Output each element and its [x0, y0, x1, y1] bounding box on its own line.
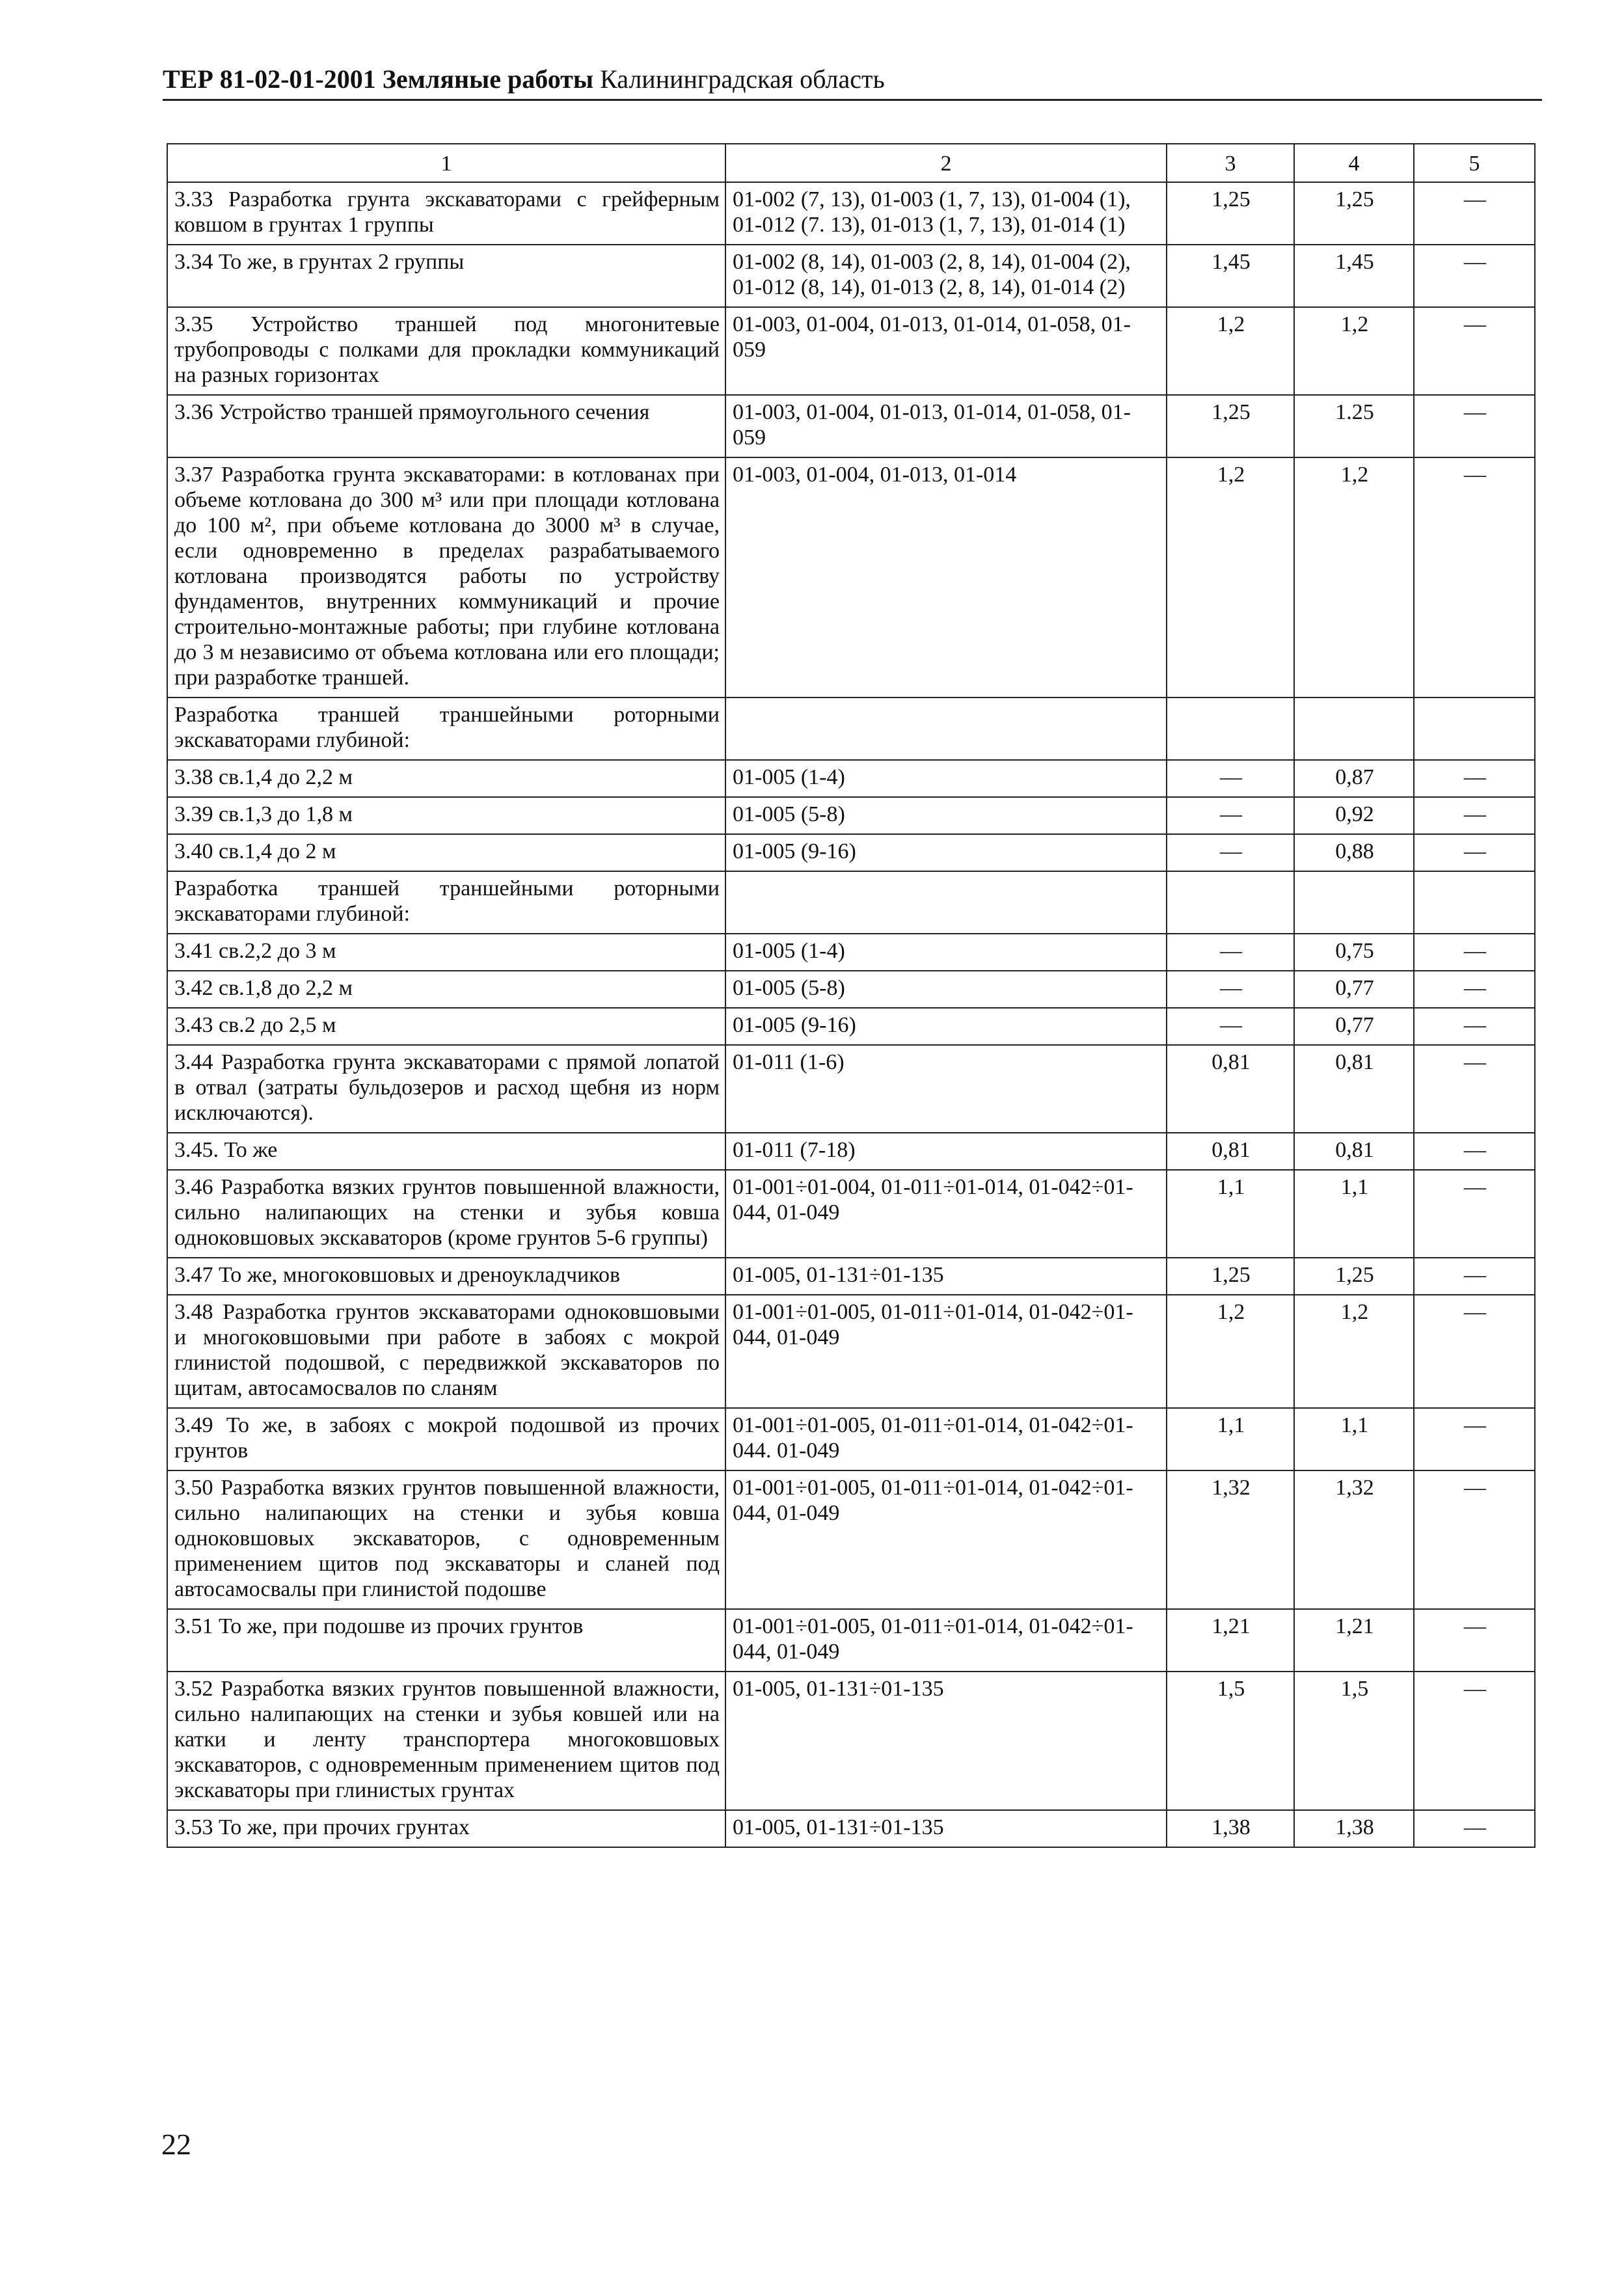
row-table-references: 01-001÷01-004, 01-011÷01-014, 01-042÷01-044, 01-049 [725, 1170, 1167, 1258]
row-coefficient-col5: — [1414, 307, 1535, 395]
table-row [167, 1258, 1535, 1295]
row-coefficient-col3 [1167, 698, 1294, 760]
row-coefficient-col4: 1,25 [1294, 1258, 1414, 1295]
row-coefficient-col3: 1,25 [1167, 182, 1294, 245]
row-description: 3.52 Разработка вязких грунтов повышенной влажности, сильно налипающих на стенки и зубья ковшей или на катки и ленту транспортера многоковшовых экскаваторов, с одновременным применением щитов под экскаваторы при глинистых грунтах [167, 1672, 725, 1810]
row-table-references: 01-005, 01-131÷01-135 [725, 1258, 1167, 1295]
row-coefficient-col3: 1,2 [1167, 457, 1294, 698]
table-row [167, 871, 1535, 934]
row-coefficient-col4 [1294, 871, 1414, 934]
row-coefficient-col3: 0,81 [1167, 1045, 1294, 1133]
row-table-references: 01-001÷01-005, 01-011÷01-014, 01-042÷01-044, 01-049 [725, 1295, 1167, 1408]
row-coefficient-col3: — [1167, 760, 1294, 797]
row-description: 3.53 То же, при прочих грунтах [167, 1810, 725, 1847]
row-coefficient-col3: 1,5 [1167, 1672, 1294, 1810]
row-description: 3.50 Разработка вязких грунтов повышенной влажности, сильно налипающих на стенки и зубья ковша одноковшовых экскаваторов, с одновременным применением щитов под экскаваторы и сланей под автосамосвалы при глинистой подошве [167, 1470, 725, 1609]
row-coefficient-col5: — [1414, 1008, 1535, 1045]
document-section: Земляные работы [382, 64, 594, 94]
table-row [167, 457, 1535, 698]
row-description: Разработка траншей траншейными роторными экскаваторами глубиной: [167, 871, 725, 934]
column-number: 4 [1294, 144, 1414, 182]
row-description: 3.38 св.1,4 до 2,2 м [167, 760, 725, 797]
row-table-references: 01-001÷01-005, 01-011÷01-014, 01-042÷01-044, 01-049 [725, 1470, 1167, 1609]
row-table-references: 01-011 (1-6) [725, 1045, 1167, 1133]
table-row [167, 1470, 1535, 1609]
table-row [167, 1170, 1535, 1258]
coefficients-table [167, 143, 1536, 1848]
row-table-references: 01-002 (7, 13), 01-003 (1, 7, 13), 01-004 (1), 01-012 (7. 13), 01-013 (1, 7, 13), 01-014 (1) [725, 182, 1167, 245]
header-rule [163, 99, 1542, 101]
row-description: 3.41 св.2,2 до 3 м [167, 934, 725, 971]
row-table-references: 01-005 (1-4) [725, 760, 1167, 797]
row-coefficient-col3: — [1167, 934, 1294, 971]
row-description: 3.49 То же, в забоях с мокрой подошвой из прочих грунтов [167, 1408, 725, 1470]
row-coefficient-col4: 1,5 [1294, 1672, 1414, 1810]
row-coefficient-col5: — [1414, 182, 1535, 245]
row-coefficient-col5: — [1414, 1045, 1535, 1133]
column-number: 3 [1167, 144, 1294, 182]
document-region: Калининградская область [600, 64, 885, 94]
table-row [167, 1133, 1535, 1170]
row-coefficient-col5: — [1414, 934, 1535, 971]
row-table-references: 01-001÷01-005, 01-011÷01-014, 01-042÷01-044. 01-049 [725, 1408, 1167, 1470]
row-table-references: 01-003, 01-004, 01-013, 01-014, 01-058, 01-059 [725, 395, 1167, 457]
row-coefficient-col4: 1,38 [1294, 1810, 1414, 1847]
row-coefficient-col5: — [1414, 1470, 1535, 1609]
row-coefficient-col3: 1,1 [1167, 1408, 1294, 1470]
row-table-references: 01-005, 01-131÷01-135 [725, 1672, 1167, 1810]
table-row [167, 934, 1535, 971]
table-row [167, 245, 1535, 307]
column-number: 5 [1414, 144, 1535, 182]
row-coefficient-col4: 0,77 [1294, 971, 1414, 1008]
row-coefficient-col5: — [1414, 1133, 1535, 1170]
row-coefficient-col3: 1,21 [1167, 1609, 1294, 1672]
row-coefficient-col4: 1,1 [1294, 1170, 1414, 1258]
document-code: ТЕР 81-02-01-2001 [163, 64, 376, 94]
row-table-references: 01-001÷01-005, 01-011÷01-014, 01-042÷01-044, 01-049 [725, 1609, 1167, 1672]
row-coefficient-col5: — [1414, 1170, 1535, 1258]
row-table-references: 01-005 (5-8) [725, 971, 1167, 1008]
row-table-references: 01-005 (9-16) [725, 1008, 1167, 1045]
table-row [167, 1045, 1535, 1133]
table-row [167, 395, 1535, 457]
row-coefficient-col4: 1,45 [1294, 245, 1414, 307]
row-description: 3.47 То же, многоковшовых и дреноукладчиков [167, 1258, 725, 1295]
row-coefficient-col3: 0,81 [1167, 1133, 1294, 1170]
row-coefficient-col4: 0,81 [1294, 1133, 1414, 1170]
row-description: 3.43 св.2 до 2,5 м [167, 1008, 725, 1045]
row-coefficient-col4: 1,25 [1294, 182, 1414, 245]
row-coefficient-col3: — [1167, 834, 1294, 871]
row-table-references: 01-002 (8, 14), 01-003 (2, 8, 14), 01-004 (2), 01-012 (8, 14), 01-013 (2, 8, 14), 01-014 (2) [725, 245, 1167, 307]
row-table-references: 01-003, 01-004, 01-013, 01-014 [725, 457, 1167, 698]
row-coefficient-col5: — [1414, 1258, 1535, 1295]
column-number-row [167, 144, 1535, 182]
row-coefficient-col4: 1,2 [1294, 1295, 1414, 1408]
table-row [167, 971, 1535, 1008]
row-coefficient-col3: 1,2 [1167, 1295, 1294, 1408]
row-coefficient-col3: 1,25 [1167, 1258, 1294, 1295]
table-row [167, 797, 1535, 834]
row-coefficient-col3: 1,2 [1167, 307, 1294, 395]
row-description: 3.39 св.1,3 до 1,8 м [167, 797, 725, 834]
row-coefficient-col3: 1,1 [1167, 1170, 1294, 1258]
row-coefficient-col4: 1,2 [1294, 307, 1414, 395]
row-coefficient-col5: — [1414, 395, 1535, 457]
row-coefficient-col5: — [1414, 1408, 1535, 1470]
row-coefficient-col4 [1294, 698, 1414, 760]
row-coefficient-col4: 0,81 [1294, 1045, 1414, 1133]
row-table-references: 01-005 (9-16) [725, 834, 1167, 871]
row-coefficient-col5: — [1414, 1609, 1535, 1672]
row-coefficient-col3: 1,38 [1167, 1810, 1294, 1847]
row-description: 3.40 св.1,4 до 2 м [167, 834, 725, 871]
row-table-references: 01-005, 01-131÷01-135 [725, 1810, 1167, 1847]
row-coefficient-col5: — [1414, 1295, 1535, 1408]
table-row [167, 834, 1535, 871]
row-coefficient-col3: — [1167, 797, 1294, 834]
row-coefficient-col3: 1,45 [1167, 245, 1294, 307]
row-description: 3.48 Разработка грунтов экскаваторами одноковшовыми и многоковшовыми при работе в забоях с мокрой глинистой подошвой, с передвижкой экскаваторов по щитам, автосамосвалов по сланям [167, 1295, 725, 1408]
table-row [167, 698, 1535, 760]
table-row [167, 1008, 1535, 1045]
row-description: 3.34 То же, в грунтах 2 группы [167, 245, 725, 307]
row-coefficient-col5: — [1414, 971, 1535, 1008]
row-description: 3.35 Устройство траншей под многонитевые трубопроводы с полками для прокладки коммуникаций на разных горизонтах [167, 307, 725, 395]
table-row [167, 182, 1535, 245]
row-coefficient-col5: — [1414, 834, 1535, 871]
row-table-references: 01-005 (5-8) [725, 797, 1167, 834]
row-coefficient-col4: 1,2 [1294, 457, 1414, 698]
row-coefficient-col5: — [1414, 245, 1535, 307]
table-row [167, 1810, 1535, 1847]
row-coefficient-col5: — [1414, 760, 1535, 797]
row-description: 3.51 То же, при подошве из прочих грунтов [167, 1609, 725, 1672]
row-description: 3.46 Разработка вязких грунтов повышенной влажности, сильно налипающих на стенки и зубья ковша одноковшовых экскаваторов (кроме грунтов 5-6 группы) [167, 1170, 725, 1258]
row-coefficient-col4: 1,32 [1294, 1470, 1414, 1609]
table-row [167, 1408, 1535, 1470]
row-description: 3.33 Разработка грунта экскаваторами с грейферным ковшом в грунтах 1 группы [167, 182, 725, 245]
table-row [167, 760, 1535, 797]
row-coefficient-col4: 0,77 [1294, 1008, 1414, 1045]
row-coefficient-col3 [1167, 871, 1294, 934]
column-number: 2 [725, 144, 1167, 182]
row-coefficient-col5 [1414, 698, 1535, 760]
row-coefficient-col5 [1414, 871, 1535, 934]
row-coefficient-col4: 0,87 [1294, 760, 1414, 797]
page-header [163, 62, 1542, 96]
row-coefficient-col3: 1,32 [1167, 1470, 1294, 1609]
row-coefficient-col3: — [1167, 1008, 1294, 1045]
page-number: 22 [161, 2128, 191, 2161]
row-description: 3.37 Разработка грунта экскаваторами: в котлованах при объеме котлована до 300 м³ или при площади котлована до 100 м², при объеме котлована до 3000 м³ в случае, если одновременно в пределах разрабатываемого котлована производятся работы по устройству фундаментов, внутренних коммуникаций и прочие строительно-монтажные работы; при глубине котлована до 3 м независимо от объема котлована или его площади; при разработке траншей. [167, 457, 725, 698]
row-description: 3.44 Разработка грунта экскаваторами с прямой лопатой в отвал (затраты бульдозеров и расход щебня из норм исключаются). [167, 1045, 725, 1133]
row-coefficient-col4: 0,88 [1294, 834, 1414, 871]
row-table-references [725, 871, 1167, 934]
row-table-references [725, 698, 1167, 760]
row-table-references: 01-011 (7-18) [725, 1133, 1167, 1170]
row-coefficient-col5: — [1414, 797, 1535, 834]
row-coefficient-col4: 1.25 [1294, 395, 1414, 457]
row-table-references: 01-003, 01-004, 01-013, 01-014, 01-058, 01-059 [725, 307, 1167, 395]
row-coefficient-col4: 1,21 [1294, 1609, 1414, 1672]
column-number: 1 [167, 144, 725, 182]
row-coefficient-col3: 1,25 [1167, 395, 1294, 457]
table-row [167, 1672, 1535, 1810]
row-description: 3.45. То же [167, 1133, 725, 1170]
row-description: 3.36 Устройство траншей прямоугольного сечения [167, 395, 725, 457]
row-coefficient-col4: 1,1 [1294, 1408, 1414, 1470]
table-row [167, 307, 1535, 395]
row-coefficient-col4: 0,75 [1294, 934, 1414, 971]
row-description: Разработка траншей траншейными роторными экскаваторами глубиной: [167, 698, 725, 760]
row-coefficient-col5: — [1414, 1672, 1535, 1810]
row-coefficient-col5: — [1414, 457, 1535, 698]
table-row [167, 1609, 1535, 1672]
row-coefficient-col4: 0,92 [1294, 797, 1414, 834]
row-table-references: 01-005 (1-4) [725, 934, 1167, 971]
row-coefficient-col5: — [1414, 1810, 1535, 1847]
table-row [167, 1295, 1535, 1408]
row-description: 3.42 св.1,8 до 2,2 м [167, 971, 725, 1008]
row-coefficient-col3: — [1167, 971, 1294, 1008]
